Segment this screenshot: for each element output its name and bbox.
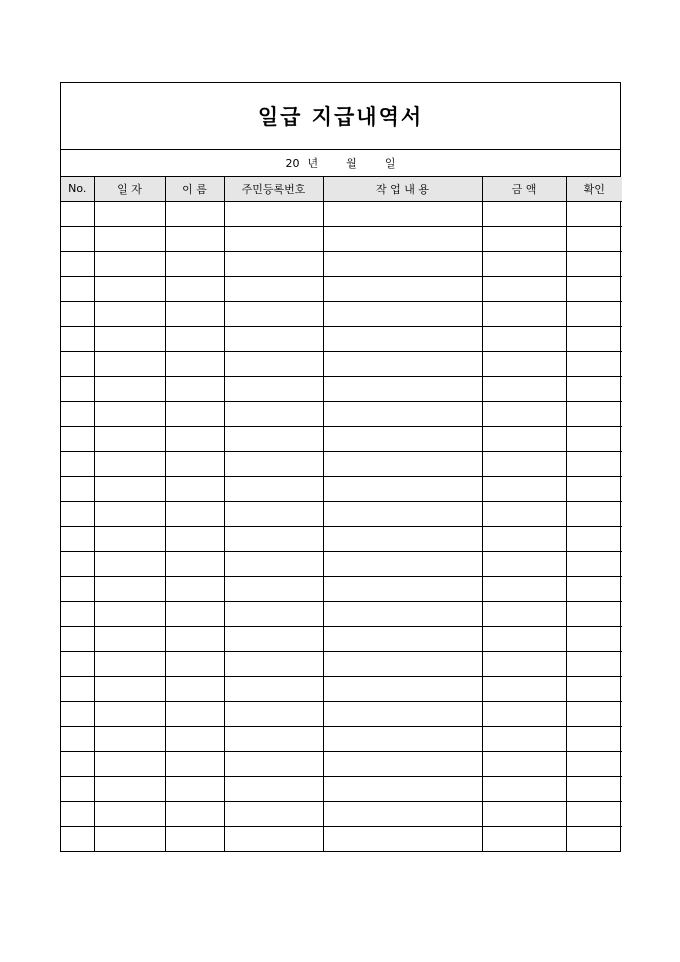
table-cell[interactable] [165, 651, 224, 676]
table-cell[interactable] [566, 251, 622, 276]
table-cell[interactable] [94, 701, 165, 726]
table-row [61, 626, 622, 651]
table-cell[interactable] [94, 251, 165, 276]
table-row [61, 501, 622, 526]
table-cell[interactable] [323, 501, 482, 526]
table-cell[interactable] [61, 326, 94, 351]
table-row [61, 726, 622, 751]
table-cell[interactable] [323, 601, 482, 626]
table-cell[interactable] [482, 401, 566, 426]
table-cell[interactable] [165, 726, 224, 751]
table-cell[interactable] [482, 226, 566, 251]
table-cell[interactable] [323, 476, 482, 501]
table-cell[interactable] [566, 701, 622, 726]
table-cell[interactable] [165, 326, 224, 351]
table-cell[interactable] [566, 726, 622, 751]
table-cell[interactable] [61, 776, 94, 801]
header-work-details: 작 업 내 용 [323, 177, 482, 201]
table-cell[interactable] [323, 251, 482, 276]
table-cell[interactable] [566, 276, 622, 301]
table-cell[interactable] [482, 301, 566, 326]
table-cell[interactable] [94, 826, 165, 851]
table-cell[interactable] [482, 351, 566, 376]
table-row [61, 601, 622, 626]
table-cell[interactable] [94, 576, 165, 601]
table-cell[interactable] [482, 251, 566, 276]
table-cell[interactable] [165, 376, 224, 401]
table-cell[interactable] [566, 426, 622, 451]
table-cell[interactable] [566, 351, 622, 376]
table-cell[interactable] [94, 526, 165, 551]
table-cell[interactable] [482, 451, 566, 476]
table-cell[interactable] [224, 651, 323, 676]
document-title: 일급 지급내역서 [257, 104, 424, 129]
table-cell[interactable] [61, 201, 94, 226]
table-cell[interactable] [482, 201, 566, 226]
table-cell[interactable] [323, 351, 482, 376]
table-cell[interactable] [482, 326, 566, 351]
table-cell[interactable] [224, 526, 323, 551]
table-cell[interactable] [94, 676, 165, 701]
table-cell[interactable] [224, 601, 323, 626]
table-cell[interactable] [224, 826, 323, 851]
table-cell[interactable] [165, 526, 224, 551]
header-amount: 금 액 [482, 177, 566, 201]
table-cell[interactable] [61, 526, 94, 551]
table-cell[interactable] [224, 701, 323, 726]
table-cell[interactable] [94, 476, 165, 501]
table-cell[interactable] [566, 626, 622, 651]
table-cell[interactable] [566, 551, 622, 576]
table-cell[interactable] [323, 626, 482, 651]
table-cell[interactable] [224, 351, 323, 376]
table-cell[interactable] [224, 626, 323, 651]
table-cell[interactable] [323, 751, 482, 776]
table-cell[interactable] [323, 576, 482, 601]
table-cell[interactable] [165, 551, 224, 576]
table-row [61, 451, 622, 476]
table-cell[interactable] [61, 451, 94, 476]
table-row [61, 426, 622, 451]
table-cell[interactable] [224, 226, 323, 251]
table-row [61, 401, 622, 426]
table-cell[interactable] [165, 501, 224, 526]
table-cell[interactable] [94, 601, 165, 626]
table-cell[interactable] [61, 301, 94, 326]
table-cell[interactable] [165, 301, 224, 326]
table-cell[interactable] [323, 401, 482, 426]
table-cell[interactable] [61, 601, 94, 626]
table-cell[interactable] [165, 276, 224, 301]
table-cell[interactable] [165, 576, 224, 601]
table-cell[interactable] [165, 601, 224, 626]
table-cell[interactable] [224, 401, 323, 426]
table-cell[interactable] [61, 701, 94, 726]
table-cell[interactable] [165, 476, 224, 501]
table-cell[interactable] [323, 676, 482, 701]
table-cell[interactable] [323, 226, 482, 251]
table-row [61, 326, 622, 351]
table-cell[interactable] [566, 826, 622, 851]
table-cell[interactable] [482, 751, 566, 776]
table-cell[interactable] [224, 326, 323, 351]
table-cell[interactable] [566, 801, 622, 826]
table-cell[interactable] [224, 726, 323, 751]
table-row [61, 576, 622, 601]
table-cell[interactable] [566, 401, 622, 426]
table-cell[interactable] [566, 751, 622, 776]
table-row [61, 526, 622, 551]
table-cell[interactable] [61, 551, 94, 576]
table-cell[interactable] [94, 501, 165, 526]
table-cell[interactable] [323, 326, 482, 351]
table-cell[interactable] [482, 476, 566, 501]
table-cell[interactable] [165, 451, 224, 476]
table-cell[interactable] [224, 801, 323, 826]
header-row [61, 177, 622, 201]
table-cell[interactable] [61, 651, 94, 676]
table-cell[interactable] [224, 501, 323, 526]
table-cell[interactable] [566, 376, 622, 401]
table-cell[interactable] [94, 326, 165, 351]
table-cell[interactable] [94, 426, 165, 451]
payment-statement-form [60, 82, 621, 852]
table-cell[interactable] [165, 226, 224, 251]
table-cell[interactable] [566, 501, 622, 526]
table-row [61, 651, 622, 676]
table-cell[interactable] [482, 576, 566, 601]
table-cell[interactable] [94, 301, 165, 326]
table-cell[interactable] [323, 276, 482, 301]
table-cell[interactable] [566, 651, 622, 676]
table-cell[interactable] [61, 351, 94, 376]
table-cell[interactable] [165, 751, 224, 776]
table-cell[interactable] [224, 276, 323, 301]
table-cell[interactable] [224, 551, 323, 576]
table-cell[interactable] [323, 701, 482, 726]
table-cell[interactable] [482, 426, 566, 451]
table-cell[interactable] [224, 776, 323, 801]
header-confirm: 확인 [566, 177, 622, 201]
table-cell[interactable] [94, 451, 165, 476]
table-cell[interactable] [165, 801, 224, 826]
table-cell[interactable] [323, 301, 482, 326]
table-cell[interactable] [224, 201, 323, 226]
table-cell[interactable] [224, 751, 323, 776]
table-row [61, 676, 622, 701]
table-cell[interactable] [323, 776, 482, 801]
table-cell[interactable] [61, 801, 94, 826]
table-row [61, 751, 622, 776]
table-cell[interactable] [61, 676, 94, 701]
table-row [61, 701, 622, 726]
table-cell[interactable] [323, 801, 482, 826]
table-cell[interactable] [165, 201, 224, 226]
table-cell[interactable] [224, 676, 323, 701]
header-name: 이 름 [165, 177, 224, 201]
table-cell[interactable] [94, 551, 165, 576]
table-cell[interactable] [566, 526, 622, 551]
table-cell[interactable] [566, 776, 622, 801]
table-cell[interactable] [165, 826, 224, 851]
table-cell[interactable] [61, 576, 94, 601]
table-cell[interactable] [61, 401, 94, 426]
header-resident-number: 주민등록번호 [224, 177, 323, 201]
table-cell[interactable] [61, 376, 94, 401]
table-cell[interactable] [61, 751, 94, 776]
table-cell[interactable] [61, 626, 94, 651]
table-cell[interactable] [165, 351, 224, 376]
date-row [61, 150, 620, 177]
table-cell[interactable] [566, 451, 622, 476]
table-cell[interactable] [224, 451, 323, 476]
table-cell[interactable] [224, 301, 323, 326]
table-cell[interactable] [482, 726, 566, 751]
table-cell[interactable] [61, 826, 94, 851]
table-cell[interactable] [61, 501, 94, 526]
table-cell[interactable] [566, 326, 622, 351]
table-cell[interactable] [94, 626, 165, 651]
table-cell[interactable] [566, 301, 622, 326]
table-cell[interactable] [482, 826, 566, 851]
table-row [61, 551, 622, 576]
table-cell[interactable] [61, 276, 94, 301]
table-cell[interactable] [482, 276, 566, 301]
table-row [61, 251, 622, 276]
table-cell[interactable] [94, 276, 165, 301]
table-cell[interactable] [566, 476, 622, 501]
table-cell[interactable] [165, 251, 224, 276]
table-row [61, 801, 622, 826]
table-cell[interactable] [165, 401, 224, 426]
table-cell[interactable] [566, 676, 622, 701]
table-cell[interactable] [94, 801, 165, 826]
table-row [61, 476, 622, 501]
table-cell[interactable] [94, 776, 165, 801]
year-prefix: 20 [285, 156, 300, 170]
table-cell[interactable] [61, 251, 94, 276]
table-cell[interactable] [566, 201, 622, 226]
table-cell[interactable] [61, 726, 94, 751]
day-label: 일 [384, 157, 396, 170]
header-date: 일 자 [94, 177, 165, 201]
table-cell[interactable] [94, 401, 165, 426]
table-cell[interactable] [482, 801, 566, 826]
table-cell[interactable] [224, 426, 323, 451]
table-row [61, 201, 622, 226]
table-cell[interactable] [94, 651, 165, 676]
year-label: 년 [307, 157, 319, 170]
table-row [61, 226, 622, 251]
table-cell[interactable] [323, 551, 482, 576]
table-cell[interactable] [61, 476, 94, 501]
table-cell[interactable] [61, 226, 94, 251]
table-cell[interactable] [482, 526, 566, 551]
table-cell[interactable] [94, 751, 165, 776]
table-cell[interactable] [165, 776, 224, 801]
title-row [61, 83, 620, 150]
table-cell[interactable] [165, 426, 224, 451]
table-cell[interactable] [323, 651, 482, 676]
table-cell[interactable] [323, 451, 482, 476]
table-cell[interactable] [482, 601, 566, 626]
table-cell[interactable] [94, 351, 165, 376]
table-body [61, 201, 622, 851]
table-row [61, 276, 622, 301]
table-cell[interactable] [482, 551, 566, 576]
table-row [61, 826, 622, 851]
table-cell[interactable] [482, 676, 566, 701]
table-cell[interactable] [566, 601, 622, 626]
table-cell[interactable] [482, 651, 566, 676]
table-cell[interactable] [94, 226, 165, 251]
table-row [61, 301, 622, 326]
table-cell[interactable] [94, 201, 165, 226]
table-cell[interactable] [94, 376, 165, 401]
table-cell[interactable] [165, 676, 224, 701]
table-cell[interactable] [323, 526, 482, 551]
table-cell[interactable] [94, 726, 165, 751]
table-cell[interactable] [165, 626, 224, 651]
table-row [61, 776, 622, 801]
table-row [61, 351, 622, 376]
table-cell[interactable] [224, 376, 323, 401]
table-cell[interactable] [482, 701, 566, 726]
table-cell[interactable] [323, 201, 482, 226]
table-cell[interactable] [482, 376, 566, 401]
table-cell[interactable] [61, 426, 94, 451]
table-cell[interactable] [323, 376, 482, 401]
table-row [61, 376, 622, 401]
table-cell[interactable] [323, 726, 482, 751]
table-cell[interactable] [224, 476, 323, 501]
table-cell[interactable] [482, 626, 566, 651]
payment-table [61, 177, 622, 851]
table-cell[interactable] [566, 576, 622, 601]
table-cell[interactable] [224, 251, 323, 276]
table-cell[interactable] [482, 501, 566, 526]
header-no: No. [61, 177, 94, 201]
table-cell[interactable] [165, 701, 224, 726]
table-cell[interactable] [566, 226, 622, 251]
table-cell[interactable] [323, 826, 482, 851]
table-cell[interactable] [482, 776, 566, 801]
table-cell[interactable] [224, 576, 323, 601]
table-cell[interactable] [323, 426, 482, 451]
month-label: 월 [346, 157, 357, 170]
